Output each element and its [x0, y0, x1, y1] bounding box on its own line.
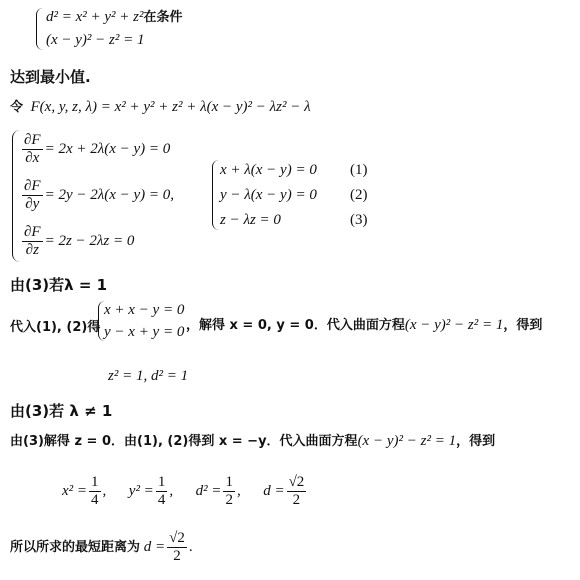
conclusion	[10, 530, 193, 565]
frac-den: ∂z	[25, 242, 39, 258]
eq-distance: d² = x² + y² + z²	[46, 9, 144, 25]
frac-num: √2	[169, 530, 185, 546]
tag-2: (2)	[350, 187, 368, 203]
frac-num: 1	[225, 474, 233, 490]
conclusion-lhs: d =	[143, 538, 166, 555]
case1-mid: ，解得 x = 0, y = 0．代入曲面方程	[186, 318, 405, 333]
lagrange-formula: F(x, y, z, λ) = x² + y² + z² + λ(x − y)² − λz² − λ	[30, 99, 311, 115]
condition-eq-2: (x − y)² − z² = 1	[46, 32, 145, 48]
reduced-eq-1: x + λ(x − y) = 0	[220, 162, 317, 178]
case2-derivation	[10, 430, 495, 450]
case1-result: z² = 1, d² = 1	[108, 368, 189, 384]
partials-brace	[12, 130, 20, 262]
frac-den: 4	[91, 492, 99, 508]
case2-tail: ，得到	[456, 434, 496, 449]
res-lhs: y² =	[128, 482, 154, 499]
lagrange-def	[10, 96, 311, 116]
case1-surface-eq: (x − y)² − z² = 1	[404, 317, 504, 333]
res-sep: ,	[236, 482, 241, 499]
frac-den: 2	[225, 492, 233, 508]
partial-x-rhs: = 2x + 2λ(x − y) = 0	[44, 140, 171, 157]
case1-sys-2: y − x + y = 0	[104, 324, 185, 340]
condition-brace	[36, 8, 43, 50]
reduced-eq-3: z − λz = 0	[220, 212, 281, 228]
res-frac	[89, 474, 101, 509]
ling-text: 令	[10, 100, 24, 115]
frac-num: √2	[288, 474, 305, 490]
res-lhs: d² =	[195, 482, 222, 499]
frac-num: 1	[157, 474, 166, 490]
res-frac	[156, 474, 168, 509]
frac-den: 2	[173, 548, 181, 564]
frac-den: 4	[157, 492, 166, 508]
case1-label: 由(3)若λ = 1	[10, 276, 108, 294]
frac-num: ∂F	[24, 178, 41, 194]
frac-den: 2	[292, 492, 301, 508]
partial-y	[20, 178, 174, 213]
frac-den: ∂y	[25, 196, 40, 212]
min-statement: 达到最小值.	[10, 68, 91, 86]
res-frac	[287, 474, 307, 509]
frac-num: ∂F	[24, 224, 41, 240]
case2-results	[62, 474, 308, 509]
case2-label: 由(3)若 λ ≠ 1	[10, 402, 113, 420]
case1-sys-1: x + x − y = 0	[104, 302, 185, 318]
condition-eq-1	[46, 6, 183, 26]
partial-x	[20, 132, 170, 167]
res-frac	[223, 474, 235, 509]
case2-text: 由(3)解得 z = 0．由(1), (2)得到 x = −y．代入曲面方程	[10, 434, 358, 449]
case1-solve	[186, 314, 542, 334]
partial-z	[20, 224, 134, 259]
reduced-eq-2: y − λ(x − y) = 0	[220, 187, 317, 203]
tag-1: (1)	[350, 162, 368, 178]
conclusion-frac	[167, 530, 187, 565]
partial-z-rhs: = 2z − 2λz = 0	[44, 232, 135, 249]
frac-num: ∂F	[24, 132, 41, 148]
res-lhs: x² =	[62, 482, 88, 499]
frac-dF-dz	[22, 224, 43, 259]
partial-y-rhs: = 2y − 2λ(x − y) = 0,	[44, 186, 175, 203]
case1-substitution	[10, 316, 100, 336]
res-sep: ,	[169, 482, 174, 499]
frac-dF-dx	[22, 132, 43, 167]
frac-dF-dy	[22, 178, 43, 213]
frac-den: ∂x	[25, 150, 40, 166]
eq-tail-text: 在条件	[143, 10, 183, 25]
tag-3: (3)	[350, 212, 368, 228]
frac-num: 1	[91, 474, 99, 490]
case2-surface-eq: (x − y)² − z² = 1	[357, 433, 457, 449]
res-sep: ,	[102, 482, 107, 499]
conclusion-end: .	[188, 538, 193, 555]
conclusion-text: 所以所求的最短距离为	[10, 539, 141, 555]
reduced-brace	[212, 160, 219, 230]
case1-pre: 代入(1), (2)得	[10, 320, 101, 335]
case1-tail: ，得到	[503, 318, 543, 333]
res-lhs: d =	[263, 482, 285, 499]
